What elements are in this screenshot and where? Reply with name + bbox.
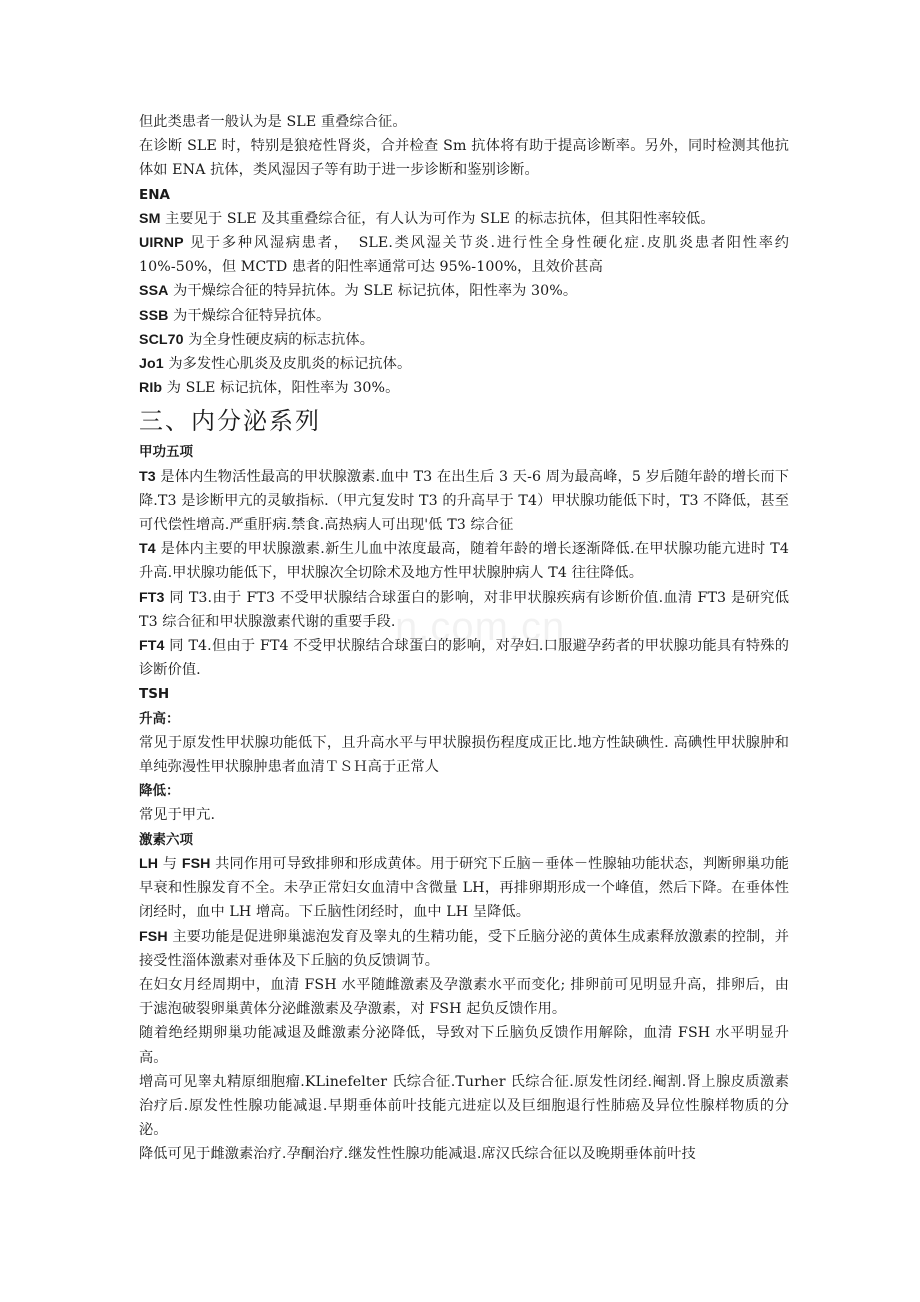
thyroid-item — [139, 586, 789, 634]
ena-item-label: RIb — [139, 380, 163, 397]
ena-item-label: UIRNP — [139, 235, 184, 252]
thyroid-item-text: 是体内生物活性最高的甲状腺激素.血中 T3 在出生后 3 天-6 周为最高峰，5 岁后随年龄的增长而下降.T3 是诊断甲亢的灵敏指标.（甲亢复发时 T3 的升高早于 T4）甲状腺功能低下时，T3 不降低，甚至可代偿性增高.严重肝病.禁食.高热病人可出现'低 T3 综合征 — [139, 468, 789, 534]
ena-item-text: 为干燥综合征特异抗体。 — [168, 307, 331, 324]
ena-item — [139, 376, 789, 400]
lh-fsh-paragraph — [139, 852, 789, 925]
tsh-down-text: 常见于甲亢. — [139, 807, 216, 824]
lh-fsh-text: 共同作用可导致排卵和形成黄体。用于研究下丘脑－垂体－性腺轴功能状态，判断卵巢功能早衰和性腺发育不全。未孕正常妇女血清中含微量 LH，再排卵期形成一个峰值，然后下降。在垂体性闭经时，血中 LH 增高。下丘脑性闭经时，血中 LH 呈降低。 — [139, 855, 789, 921]
increase-paragraph: 增高可见睾丸精原细胞瘤.KLinefelter 氏综合征.Turher 氏综合征.原发性闭经.阉割.肾上腺皮质激素治疗后.原发性性腺功能减退.早期垂体前叶技能亢进症以及巨细胞退行性肺癌及异位性腺样物质的分泌。 — [139, 1073, 789, 1139]
ena-heading: ENA — [139, 186, 170, 203]
ena-item — [139, 328, 789, 352]
thyroid-list — [139, 465, 789, 683]
thyroid-item — [139, 634, 789, 682]
tsh-up-text: 常见于原发性甲状腺功能低下，且升高水平与甲状腺损伤程度成正比.地方性缺碘性. 高碘性甲状腺肿和单纯弥漫性甲状腺肿患者血清ＴＳＨ高于正常人 — [139, 734, 789, 776]
fsh-label-2: FSH — [139, 928, 168, 945]
sle-paragraph: 在诊断 SLE 时，特别是狼疮性肾炎，合并检查 Sm 抗体将有助于提高诊断率。另外，同时检测其他抗体如 ENA 抗体，类风湿因子等有助于进一步诊断和鉴别诊断。 — [139, 138, 789, 179]
ena-item-text: 主要见于 SLE 及其重叠综合征，有人认为可作为 SLE 的标志抗体，但其阳性率较低。 — [160, 210, 715, 227]
thyroid-item-label: T4 — [139, 541, 156, 558]
fsh-paragraph — [139, 925, 789, 973]
thyroid-item-text: 同 T4.但由于 FT4 不受甲状腺结合球蛋白的影响，对孕妇.口服避孕药者的甲状腺功能具有特殊的诊断价值. — [139, 638, 789, 679]
tsh-up-heading: 升高： — [139, 710, 180, 727]
lh-fsh-joiner: 与 — [158, 855, 182, 872]
thyroid-item — [139, 537, 789, 585]
ena-item — [139, 304, 789, 328]
ena-item — [139, 231, 789, 279]
ena-item — [139, 279, 789, 303]
ena-item-label: SSA — [139, 283, 169, 300]
section-title: 三、内分泌系列 — [139, 407, 321, 436]
ena-item-text: 为 SLE 标记抗体，阳性率为 30%。 — [162, 380, 400, 397]
ena-item-label: SCL70 — [139, 331, 184, 348]
fsh-label: FSH — [181, 855, 211, 872]
fsh-text: 主要功能是促进卵巢滤泡发育及睾丸的生精功能，受下丘脑分泌的黄体生成素释放激素的控制，并接受性淄体激素对垂体及下丘脑的负反馈调节。 — [139, 928, 789, 969]
lh-label: LH — [139, 855, 159, 872]
thyroid-heading: 甲功五项 — [139, 444, 193, 461]
menopause-paragraph: 随着绝经期卵巢功能减退及雌激素分泌降低，导致对下丘脑负反馈作用解除，血清 FSH 水平明显升高。 — [139, 1025, 789, 1066]
ena-list — [139, 207, 789, 401]
cycle-paragraph: 在妇女月经周期中，血清 FSH 水平随雌激素及孕激素水平而变化; 排卵前可见明显升高，排卵后，由于滤泡破裂卵巢黄体分泌雌激素及孕激素，对 FSH 起负反馈作用。 — [139, 976, 789, 1018]
document-page — [139, 110, 789, 1167]
hormone-heading: 激素六项 — [139, 831, 193, 848]
thyroid-item-label: FT3 — [139, 589, 165, 606]
thyroid-item-text: 是体内主要的甲状腺激素.新生儿血中浓度最高，随着年龄的增长逐渐降低.在甲状腺功能亢进时 T4 升高.甲状腺功能低下，甲状腺次全切除术及地方性甲状腺肿病人 T4 往往降低。 — [139, 541, 789, 582]
ena-item-text: 为全身性硬皮病的标志抗体。 — [183, 331, 375, 348]
ena-item — [139, 207, 789, 231]
thyroid-item-label: T3 — [139, 468, 156, 485]
ena-item-label: SM — [139, 210, 161, 227]
thyroid-item-label: FT4 — [139, 638, 165, 655]
tsh-down-heading: 降低： — [139, 783, 180, 800]
intro-line: 但此类患者一般认为是 SLE 重叠综合征。 — [139, 114, 407, 130]
thyroid-item — [139, 465, 789, 538]
watermark: n.com.cn — [395, 605, 566, 649]
ena-item-text: 见于多种风湿病患者， SLE.类风湿关节炎.进行性全身性硬化症.皮肌炎患者阳性率约 10%-50%，但 MCTD 患者的阳性率通常可达 95%-100%，且效价甚高 — [139, 235, 789, 276]
decrease-paragraph: 降低可见于雌激素治疗.孕酮治疗.继发性性腺功能减退.席汉氏综合征以及晚期垂体前叶技 — [139, 1146, 696, 1163]
thyroid-item-text: 同 T3.由于 FT3 不受甲状腺结合球蛋白的影响，对非甲状腺疾病有诊断价值.血清 FT3 是研究低 T3 综合征和甲状腺激素代谢的重要手段. — [139, 589, 789, 630]
ena-item — [139, 352, 789, 376]
ena-item-text: 为多发性心肌炎及皮肌炎的标记抗体。 — [163, 356, 412, 373]
ena-item-label: SSB — [139, 307, 169, 324]
ena-item-label: Jo1 — [139, 356, 164, 373]
ena-item-text: 为干燥综合征的特异抗体。为 SLE 标记抗体，阳性率为 30%。 — [168, 283, 578, 300]
tsh-heading: TSH — [139, 686, 170, 703]
